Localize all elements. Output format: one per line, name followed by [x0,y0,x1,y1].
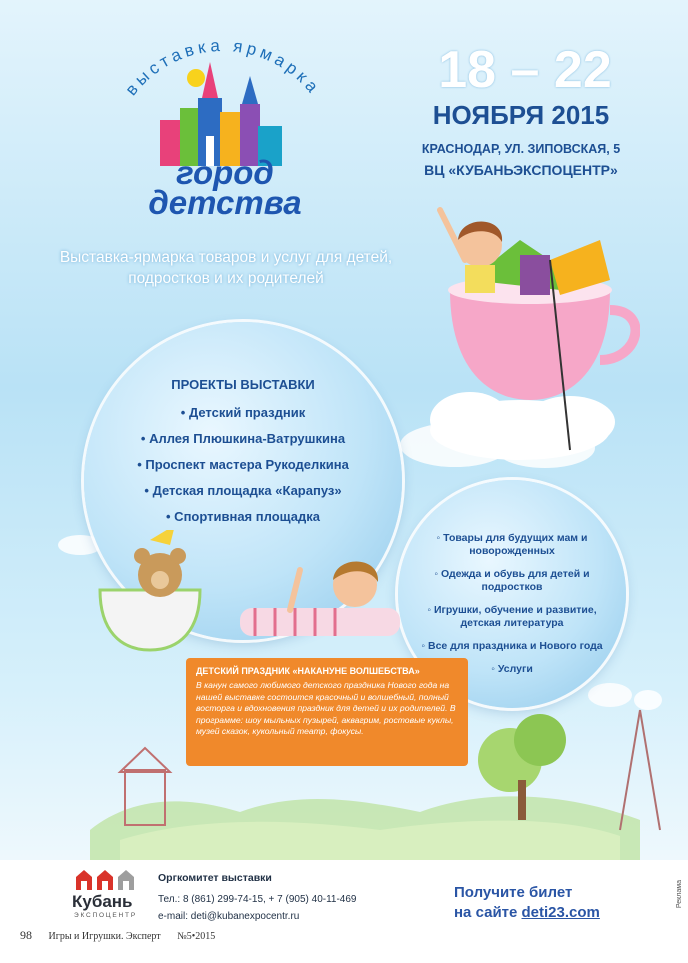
event-address-line2: ВЦ «КУБАНЬЭКСПОЦЕНТР» [424,162,618,178]
categories-item: ◦ Игрушки, обучение и развитие, детская литература [427,604,597,629]
girl-teacup-illustration [410,200,640,470]
trees-decoration [470,700,680,840]
projects-item: • Аллея Плюшкина-Ватрушкина [140,431,346,446]
kuban-brand-sub: ЭКСПОЦЕНТР [74,912,137,919]
kuban-logo-icon [74,868,140,892]
holiday-title: ДЕТСКИЙ ПРАЗДНИК «НАКАНУНЕ ВОЛШЕБСТВА» [196,666,420,676]
projects-list [100,400,386,530]
projects-item: • Детский праздник [180,405,306,420]
ticket-site-link[interactable]: deti23.com [521,904,600,921]
page-footer [20,928,215,943]
logo-arc-text [92,22,354,172]
holiday-box [186,658,468,766]
categories-item: ◦ Все для праздника и Нового года [421,640,603,652]
ticket-prefix: на сайте [454,904,522,921]
ad-label: Реклама [676,880,683,909]
organizer-heading: Оргкомитет выставки [158,872,272,884]
issue-number: №5•2015 [177,931,216,942]
svg-text:выставка ярмарка [122,36,325,99]
bear-boy-illustration [90,530,420,670]
event-dates: 18 – 22 [438,41,612,99]
holiday-body: В канун самого любимого детского праздника Нового года на нашей выставке состоится красочный и волшебный, полный восторга и вдохновения праздник для детей и их родителей. В программе: шоу мыльных пузырей, аквагрим, ростовые куклы, музей сказок, кукольный театр, фокусы. [196,680,456,736]
projects-item: • Детская площадка «Карапуз» [144,483,342,498]
organizer-email[interactable]: e-mail: deti@kubanexpocentr.ru [158,911,300,922]
house-decoration [110,740,180,830]
tagline-line1: Выставка-ярмарка товаров и услуг для детей, [59,249,393,266]
categories-item: ◦ Товары для будущих мам и новорожденных [436,532,588,557]
logo-title [130,154,320,221]
event-address-line1: КРАСНОДАР, УЛ. ЗИПОВСКАЯ, 5 [421,142,621,156]
magazine-title: Игры и Игрушки. Эксперт [48,931,161,942]
tagline [40,247,412,289]
logo-arc-text-path: выставка ярмарка [121,35,325,99]
categories-item: ◦ Одежда и обувь для детей и подростков [434,568,590,593]
tagline-line2: подростков и их родителей [128,270,324,287]
ticket-line2 [454,904,600,921]
logo-title-line2: детства [148,184,302,221]
logo-title-line1: город [176,154,274,191]
ticket-line1: Получите билет [454,884,573,901]
projects-item: • Спортивная площадка [166,509,320,524]
projects-item: • Проспект мастера Рукоделкина [137,457,349,472]
page-number: 98 [20,928,32,942]
event-month-year: НОЯБРЯ 2015 [432,100,610,130]
projects-title: ПРОЕКТЫ ВЫСТАВКИ [171,377,315,392]
categories-item: ◦ Услуги [491,663,533,675]
organizer-phone: Тел.: 8 (861) 299-74-15, + 7 (905) 40-11-469 [158,894,357,905]
kuban-brand-name: Кубань [72,892,133,911]
